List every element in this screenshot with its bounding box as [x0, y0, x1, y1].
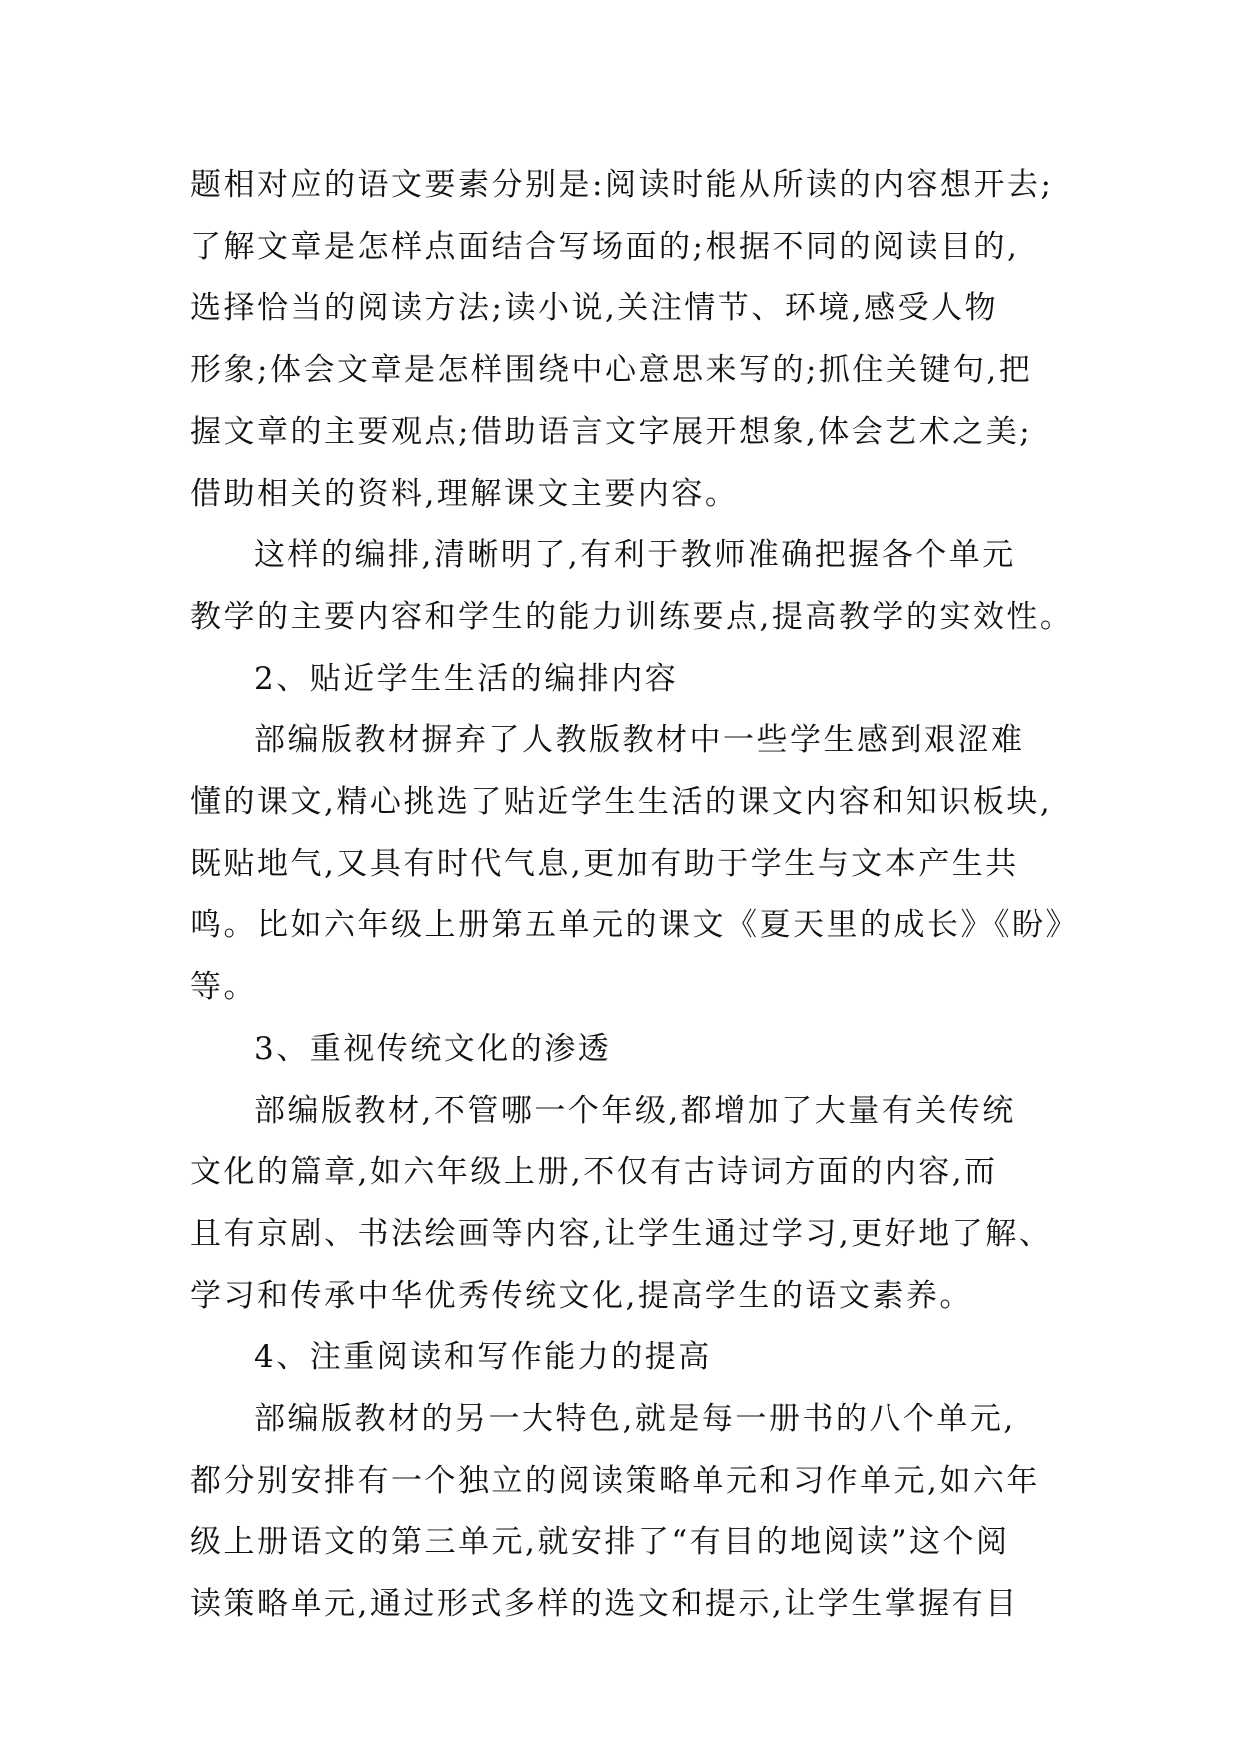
text-line: 借助相关的资料,理解课文主要内容。	[190, 475, 739, 512]
section-heading-3: 3、重视传统文化的渗透	[254, 1030, 612, 1067]
text-line: 读策略单元,通过形式多样的选文和提示,让学生掌握有目	[190, 1586, 1019, 1623]
text-line: 既贴地气,又具有时代气息,更加有助于学生与文本产生共	[190, 845, 1019, 882]
section-heading-2: 2、贴近学生生活的编排内容	[254, 660, 679, 697]
text-line: 了解文章是怎样点面结合写场面的;根据不同的阅读目的,	[190, 228, 1020, 265]
text-line: 握文章的主要观点;借助语言文字展开想象,体会艺术之美;	[190, 413, 1033, 450]
text-line: 等。	[190, 969, 257, 1006]
paragraph-start-line: 部编版教材,不管哪一个年级,都增加了大量有关传统	[254, 1092, 1016, 1129]
text-line: 级上册语文的第三单元,就安排了“有目的地阅读”这个阅	[190, 1524, 1010, 1561]
text-line: 文化的篇章,如六年级上册,不仅有古诗词方面的内容,而	[190, 1154, 998, 1191]
text-line: 形象;体会文章是怎样围绕中心意思来写的;抓住关键句,把	[190, 352, 1033, 389]
text-line: 教学的主要内容和学生的能力训练要点,提高教学的实效性。	[190, 598, 1074, 635]
section-heading-4: 4、注重阅读和写作能力的提高	[254, 1339, 712, 1376]
paragraph-start-line: 部编版教材摒弃了人教版教材中一些学生感到艰涩难	[254, 722, 1025, 759]
text-line: 鸣。比如六年级上册第五单元的课文《夏天里的成长》《盼》	[190, 907, 1079, 944]
text-line: 学习和传承中华优秀传统文化,提高学生的语文素养。	[190, 1277, 973, 1314]
text-line: 且有京剧、书法绘画等内容,让学生通过学习,更好地了解、	[190, 1215, 1053, 1252]
text-line: 懂的课文,精心挑选了贴近学生生活的课文内容和知识板块,	[190, 784, 1053, 821]
text-line: 都分别安排有一个独立的阅读策略单元和习作单元,如六年	[190, 1462, 1040, 1499]
document-body	[190, 155, 1079, 1636]
text-line: 题相对应的语文要素分别是:阅读时能从所读的内容想开去;	[190, 167, 1054, 203]
text-line: 选择恰当的阅读方法;读小说,关注情节、环境,感受人物	[190, 290, 999, 327]
paragraph-start-line: 这样的编排,清晰明了,有利于教师准确把握各个单元	[254, 537, 1016, 574]
paragraph-start-line: 部编版教材的另一大特色,就是每一册书的八个单元,	[254, 1401, 1016, 1438]
